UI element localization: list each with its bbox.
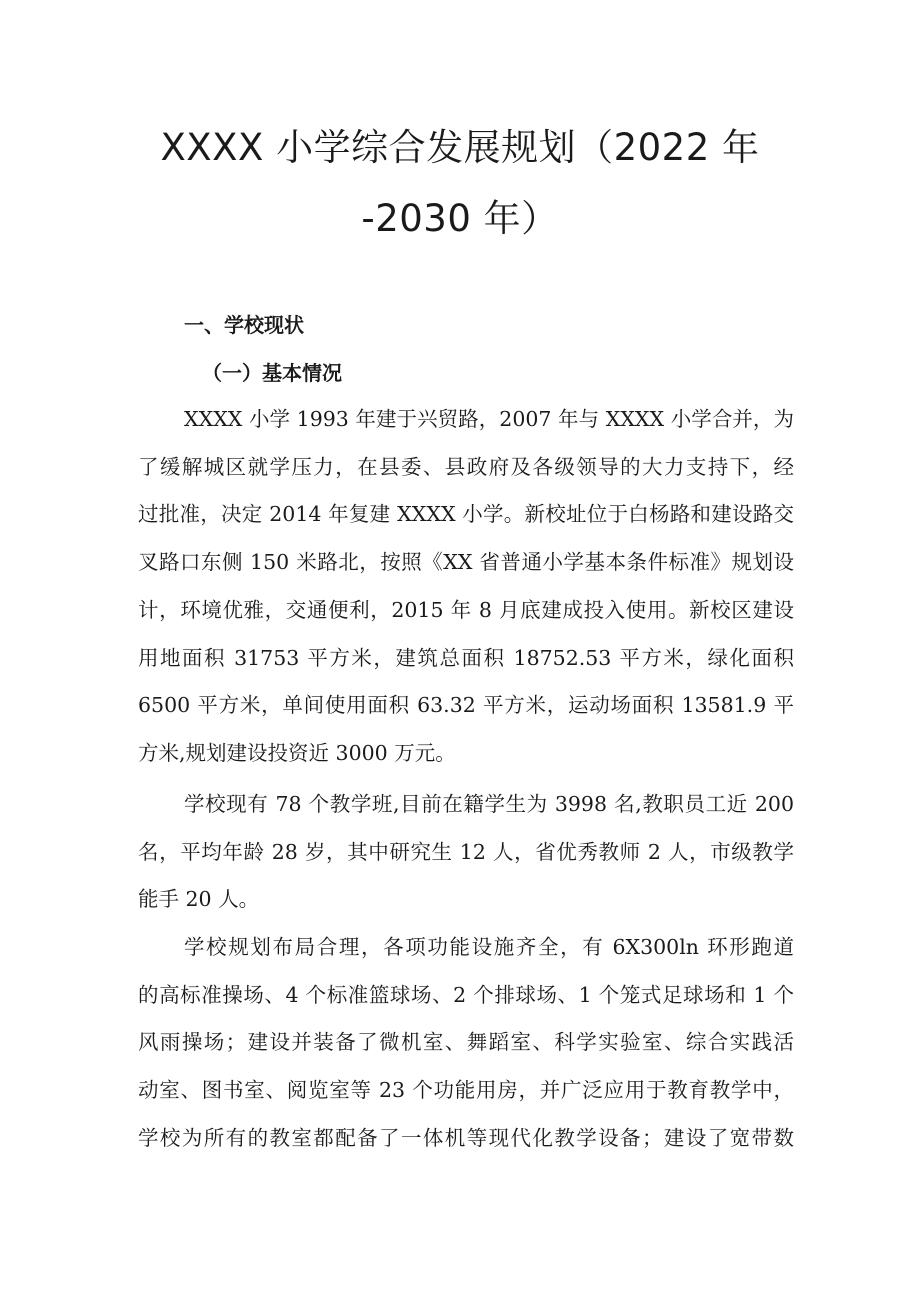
paragraph-line: 学校现有 78 个教学班,目前在籍学生为 3998 名,教职员工近 200 xyxy=(184,792,794,816)
paragraph-line: 的高标准操场、4 个标准篮球场、2 个排球场、1 个笼式足球场和 1 个 xyxy=(138,982,794,1007)
paragraph-staff-students xyxy=(138,781,794,924)
document-title-line-1: XXXX 小学综合发展规划（2022 年 xyxy=(160,126,760,169)
subsection-heading: （一）基本情况 xyxy=(202,361,342,385)
paragraph-line: 用地面积 31753 平方米，建筑总面积 18752.53 平方米，绿化面积 xyxy=(138,645,794,670)
paragraph-line: 名，平均年龄 28 岁，其中研究生 12 人，省优秀教师 2 人，市级教学 xyxy=(138,839,794,864)
paragraph-facilities xyxy=(138,924,794,1163)
section-heading: 一、学校现状 xyxy=(184,313,304,337)
paragraph-line: 了缓解城区就学压力，在县委、县政府及各级领导的大力支持下，经 xyxy=(138,454,794,479)
paragraph-line: 6500 平方米，单间使用面积 63.32 平方米，运动场面积 13581.9 平 xyxy=(138,693,794,718)
paragraph-line: 能手 20 人。 xyxy=(138,887,260,912)
paragraph-line: 过批准，决定 2014 年复建 XXXX 小学。新校址位于白杨路和建设路交 xyxy=(138,502,794,527)
document-title-line-2: -2030 年） xyxy=(361,197,559,240)
paragraph-line: XXXX 小学 1993 年建于兴贸路，2007 年与 XXXX 小学合并，为 xyxy=(184,407,794,431)
paragraph-line: 方米,规划建设投资近 3000 万元。 xyxy=(138,740,456,765)
paragraph-line: 学校为所有的教室都配备了一体机等现代化教学设备；建设了宽带数 xyxy=(138,1125,794,1150)
paragraph-line: 计，环境优雅，交通便利，2015 年 8 月底建成投入使用。新校区建设 xyxy=(138,597,794,622)
paragraph-line: 风雨操场；建设并装备了微机室、舞蹈室、科学实验室、综合实践活 xyxy=(138,1030,794,1055)
paragraph-line: 学校规划布局合理，各项功能设施齐全，有 6X300ln 环形跑道 xyxy=(184,935,794,959)
paragraph-line: 动室、图书室、阅览室等 23 个功能用房，并广泛应用于教育教学中， xyxy=(138,1078,794,1103)
paragraph-basic-info xyxy=(138,396,794,778)
paragraph-line: 叉路口东侧 150 米路北，按照《XX 省普通小学基本条件标准》规划设 xyxy=(138,550,794,575)
